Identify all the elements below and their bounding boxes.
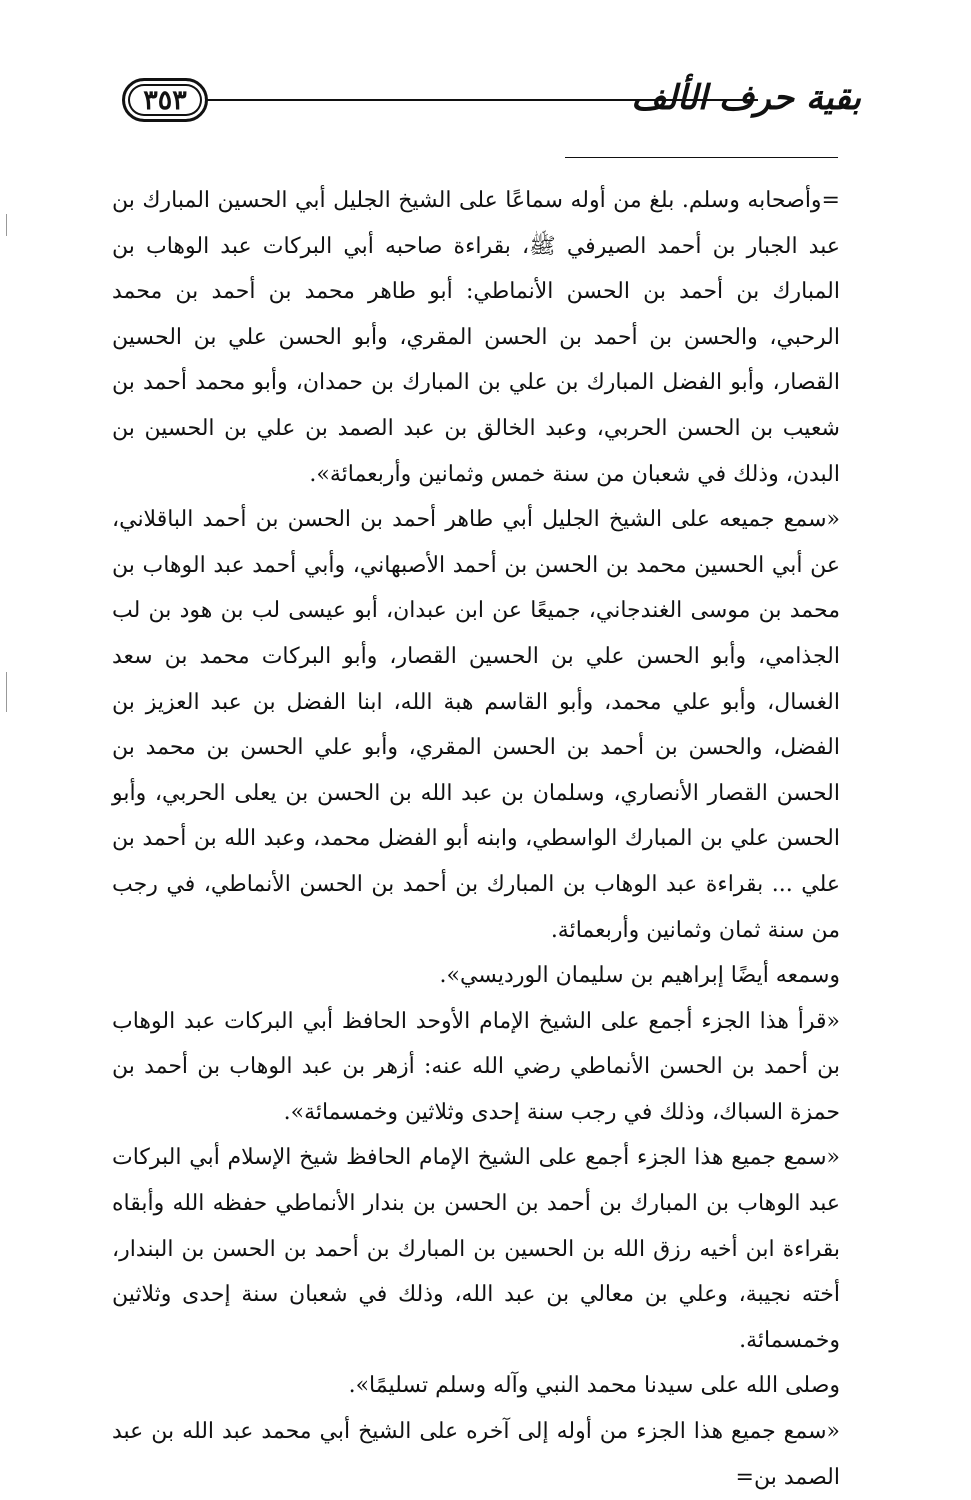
page-number-badge: ٣٥٣ — [122, 78, 208, 122]
margin-mark — [6, 672, 7, 712]
footnote-text — [112, 178, 840, 1500]
paragraph: =وأصحابه وسلم. بلغ من أوله سماعًا على الشيخ الجليل أبي الحسين المبارك بن عبد الجبار بن أحمد الصيرفي ﷺ، بقراءة صاحبه أبي البركات عبد الوهاب بن المبارك بن أحمد بن الحسن الأنماطي: أبو طاهر محمد بن أحمد بن محمد الرحبي، والحسن بن أحمد بن الحسن المقري، وأبو الحسن علي بن الحسين القصار، وأبو الفضل المبارك بن علي بن المبارك بن حمدان، وأبو محمد أحمد بن شعيب بن الحسن الحربي، وعبد الخالق بن عبد الصمد بن علي بن الحسين بن البدن، وذلك في شعبان من سنة خمس وثمانين وأربعمائة». — [112, 188, 840, 487]
paragraph: «سمع جميع هذا الجزء أجمع على الشيخ الإمام الحافظ شيخ الإسلام أبي البركات عبد الوهاب بن المبارك بن أحمد بن الحسن بن بندار الأنماطي حفظه الله وأبقاه بقراءة ابن أخيه رزق الله بن الحسين بن المبارك بن أحمد بن الحسن بن البندار، أخته نجيبة، وعلي بن معالي بن عبد الله، وذلك في شعبان سنة إحدى وثلاثين وخمسمائة. — [112, 1145, 840, 1353]
footnote-separator — [565, 157, 838, 158]
paragraph: «سمع جميعه على الشيخ الجليل أبي طاهر أحمد بن الحسن بن أحمد الباقلاني، عن أبي الحسين محمد بن الحسن بن أحمد الأصبهاني، وأبي أحمد عبد الوهاب بن محمد بن موسى الغندجاني، جميعًا عن ابن عبدان، أبو عيسى لب بن هود بن لب الجذامي، وأبو الحسن علي بن الحسين القصار، وأبو البركات محمد بن سعد الغسال، وأبو علي محمد، وأبو القاسم هبة الله، ابنا الفضل بن عبد العزيز بن الفضل، والحسن بن أحمد بن الحسن المقري، وأبو علي الحسن بن محمد بن الحسن القصار الأنصاري، وسلمان بن عبد الله بن الحسن بن يعلى الحربي، وأبو الحسن علي بن المبارك الواسطي، وابنه أبو الفضل محمد، وعبد الله بن أحمد بن علي ... بقراءة عبد الوهاب بن المبارك بن أحمد بن الحسن الأنماطي، في رجب من سنة ثمان وثمانين وأربعمائة. — [112, 507, 840, 943]
page-header — [0, 0, 971, 150]
paragraph: «قرأ هذا الجزء أجمع على الشيخ الإمام الأوحد الحافظ أبي البركات عبد الوهاب بن أحمد بن الحسن الأنماطي رضي الله عنه: أزهر بن عبد الوهاب بن أحمد بن حمزة السباك، وذلك في رجب سنة إحدى وثلاثين وخمسمائة». — [112, 1008, 840, 1125]
paragraph: وصلى الله على سيدنا محمد النبي وآله وسلم تسليمًا». — [348, 1373, 840, 1399]
paragraph: وسمعه أيضًا إبراهيم بن سليمان الورديسي». — [439, 963, 840, 989]
running-title: بقية حرف الألف — [631, 78, 861, 118]
margin-mark — [6, 214, 7, 236]
paragraph: «سمع جميع هذا الجزء من أوله إلى آخره على الشيخ أبي محمد عبد الله بن عبد الصمد بن= — [112, 1419, 840, 1490]
